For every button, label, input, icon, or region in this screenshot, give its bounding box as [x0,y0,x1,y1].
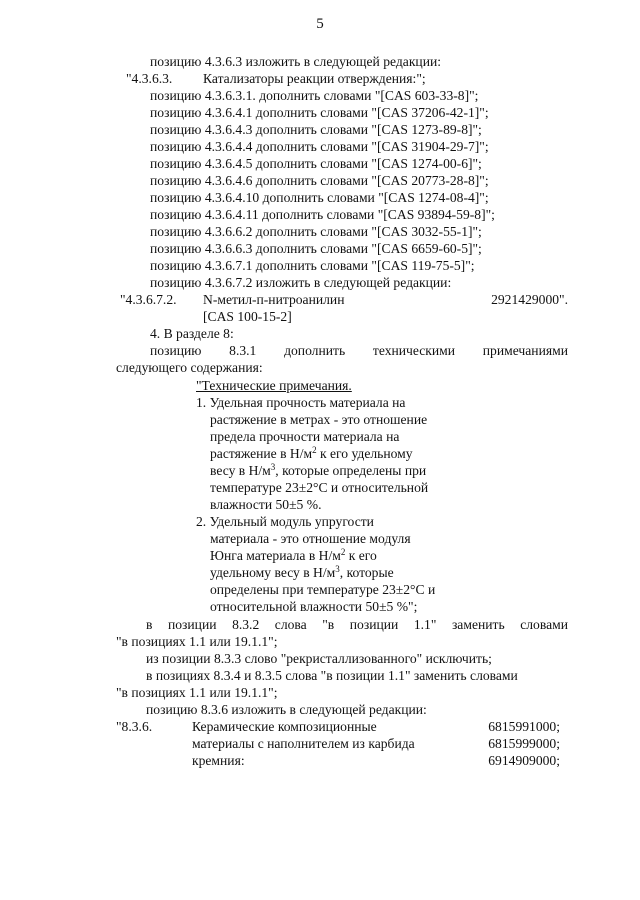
note1-line: 1. Удельная прочность материала на [196,395,406,410]
superscript: 2 [312,445,317,455]
item-836-code: 6815991000; [488,719,560,734]
item-836-text: Керамические композиционные [192,719,377,734]
item-836-code: 6914909000; [488,753,560,768]
word: 1.1" [413,617,437,632]
word: позицию [150,343,202,358]
cas-line: позицию 4.3.6.6.2 дополнить словами "[CAS 3032-55-1]"; [150,224,482,239]
amendment-836: позицию 8.3.6 изложить в следующей редакции: [146,702,427,717]
text: , которые определены при [275,463,427,478]
note1-line: предела прочности материала на [210,429,400,444]
text: растяжение в Н/м [210,446,313,461]
note2-line [210,565,394,582]
amendment-832-line2: "в позициях 1.1 или 19.1.1"; [116,634,278,649]
word: техническими [372,343,456,358]
cas-line: позицию 4.3.6.4.5 дополнить словами "[CAS 1274-00-6]"; [150,156,482,171]
amendment-832-line1 [146,617,568,634]
section8-para-line2: следующего содержания: [116,360,263,375]
note2-line: относительной влажности 50±5 %"; [210,599,418,614]
text: Юнга материала в Н/м [210,548,341,563]
cas-line: позицию 4.3.6.4.4 дополнить словами "[CAS 31904-29-7]"; [150,139,489,154]
cas-line: позицию 4.3.6.3.1. дополнить словами "[CAS 603-33-8]"; [150,88,479,103]
note1-line [210,446,413,463]
word: примечаниями [482,343,568,358]
item-43672-name: N-метил-п-нитроанилин [203,292,345,307]
note1-line [210,463,426,480]
note1-line: температуре 23±2°С и относительной [210,480,429,495]
page-number: 5 [316,16,324,32]
item-4363-title: Катализаторы реакции отверждения:"; [203,71,426,86]
item-43672-cas: [CAS 100-15-2] [203,309,292,324]
item-836-code: 6815999000; [488,736,560,751]
item-836-text: кремния: [192,753,245,768]
cas-line: позицию 4.3.6.4.11 дополнить словами "[CAS 93894-59-8]"; [150,207,495,222]
item-836-text: материалы с наполнителем из карбида [192,736,415,751]
cas-line: позицию 4.3.6.7.1 дополнить словами "[CAS 119-75-5]"; [150,258,475,273]
word: 8.3.2 [232,617,260,632]
word: дополнить [284,343,346,358]
item-43672-code: 2921429000". [491,292,568,307]
cas-line: позицию 4.3.6.4.3 дополнить словами "[CAS 1273-89-8]"; [150,122,482,137]
item-4363-number: "4.3.6.3. [126,71,173,86]
item-43672-number: "4.3.6.7.2. [120,292,177,307]
text: , которые [339,565,394,580]
superscript: 3 [270,462,276,472]
word: позиции [349,617,399,632]
superscript: 2 [340,547,346,557]
cas-line: позицию 4.3.6.4.1 дополнить словами "[CAS 37206-42-1]"; [150,105,489,120]
note2-line [210,548,377,565]
amendment-834-line2: "в позициях 1.1 или 19.1.1"; [116,685,278,700]
cas-line: позицию 4.3.6.4.6 дополнить словами "[CAS 20773-28-8]"; [150,173,489,188]
word: "в [322,617,335,632]
superscript: 3 [335,564,340,574]
word: слова [274,617,307,632]
word: 8.3.1 [229,343,257,358]
word: словами [520,617,568,632]
note2-line: материала - это отношение модуля [210,531,411,546]
section-heading: 4. В разделе 8: [150,326,234,341]
note1-line: растяжение в метрах - это отношение [210,412,428,427]
text: к его удельному [316,446,413,461]
amendment-833: из позиции 8.3.3 слово "рекристаллизованного" исключить; [146,651,492,666]
notes-title: "Технические примечания. [196,378,352,393]
text: весу в Н/м [210,463,271,478]
item-836-number: "8.3.6. [116,719,153,734]
note1-line: влажности 50±5 %. [210,497,322,512]
cas-line: позицию 4.3.6.7.2 изложить в следующей редакции: [150,275,452,290]
text: к его [345,548,377,563]
word: заменить [451,617,505,632]
amendment-834-line1: в позициях 8.3.4 и 8.3.5 слова "в позиции 1.1" заменить словами [146,668,518,683]
section8-para-line1 [150,343,568,360]
intro-line: позицию 4.3.6.3 изложить в следующей редакции: [150,54,442,69]
cas-line: позицию 4.3.6.6.3 дополнить словами "[CAS 6659-60-5]"; [150,241,482,256]
text: удельному весу в Н/м [210,565,336,580]
cas-line: позицию 4.3.6.4.10 дополнить словами "[CAS 1274-08-4]"; [150,190,489,205]
word: позиции [167,617,217,632]
note2-line: определены при температуре 23±2°С и [210,582,436,597]
note2-line: 2. Удельный модуль упругости [196,514,374,529]
word: в [146,617,153,632]
